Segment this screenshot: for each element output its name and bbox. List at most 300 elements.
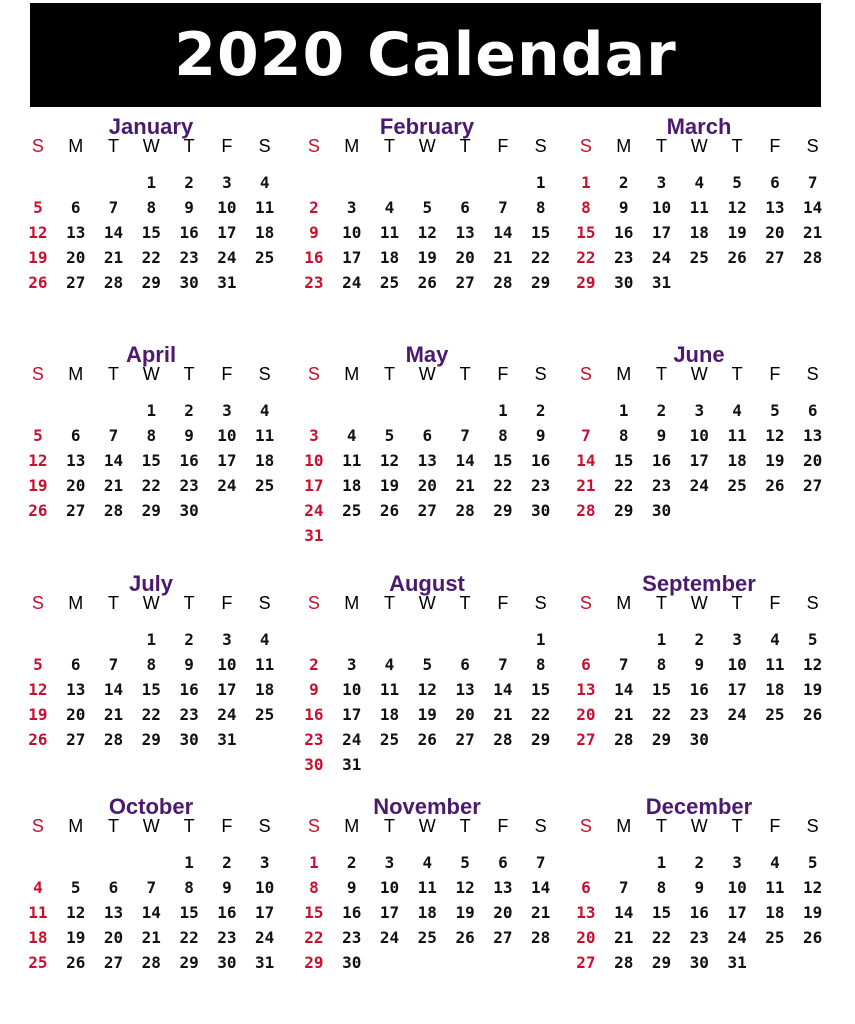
weekday-label: S — [31, 364, 44, 384]
empty-cell — [371, 401, 409, 420]
empty-cell — [95, 853, 133, 872]
empty-cell — [446, 173, 484, 192]
weekday-label: T — [459, 364, 471, 384]
weekday-label: T — [183, 816, 195, 836]
empty-cell — [567, 630, 605, 649]
weekday-label: S — [307, 136, 320, 156]
week-row — [567, 223, 832, 242]
month-name: March — [666, 114, 732, 139]
day-cell: 26 — [28, 273, 48, 292]
month-name: January — [108, 114, 194, 139]
day-cell: 1 — [535, 630, 546, 649]
day-cell: 11 — [765, 878, 785, 897]
day-cell: 5 — [732, 173, 742, 192]
week-row — [567, 680, 832, 699]
weekday-label: F — [221, 136, 233, 156]
empty-cell — [57, 853, 95, 872]
day-cell: 1 — [309, 853, 319, 872]
day-cell: 27 — [576, 730, 596, 749]
day-cell: 23 — [304, 273, 324, 292]
day-cell: 2 — [656, 401, 667, 420]
weekday-label: F — [769, 593, 781, 613]
day-cell: 16 — [531, 451, 551, 470]
weekday-label: W — [690, 593, 708, 613]
week-row — [19, 401, 284, 420]
weekday-label: T — [183, 593, 195, 613]
week-row — [567, 426, 832, 445]
day-cell: 8 — [618, 426, 629, 445]
day-cell: 7 — [108, 426, 119, 445]
day-cell: 23 — [179, 248, 199, 267]
week-row — [19, 705, 284, 724]
day-cell: 5 — [807, 853, 818, 872]
day-cell: 14 — [141, 903, 161, 922]
weekday-header — [567, 136, 832, 157]
day-cell: 13 — [66, 223, 86, 242]
week-row — [295, 198, 560, 217]
day-cell: 16 — [689, 903, 709, 922]
day-cell: 14 — [455, 451, 475, 470]
day-cell: 22 — [576, 248, 596, 267]
empty-cell — [57, 401, 95, 420]
weekday-label: F — [221, 364, 233, 384]
day-cell: 8 — [498, 426, 508, 445]
weekday-label: M — [344, 816, 360, 836]
day-cell: 30 — [304, 755, 324, 774]
day-cell: 30 — [531, 501, 551, 520]
week-row — [567, 198, 832, 217]
day-cell: 13 — [576, 680, 596, 699]
day-cell: 11 — [379, 680, 400, 699]
day-cell: 6 — [70, 655, 81, 674]
day-cell: 6 — [498, 853, 508, 872]
day-cell: 22 — [493, 476, 513, 495]
day-cell: 7 — [581, 426, 591, 445]
day-cell: 31 — [255, 953, 275, 972]
day-cell: 2 — [309, 198, 319, 217]
day-cell: 13 — [455, 223, 475, 242]
day-cell: 11 — [765, 655, 785, 674]
day-cell: 7 — [108, 655, 119, 674]
day-cell: 25 — [255, 248, 275, 267]
empty-cell — [19, 630, 57, 649]
day-cell: 9 — [309, 680, 319, 699]
weekday-label: W — [690, 816, 708, 836]
day-cell: 22 — [531, 705, 551, 724]
day-cell: 11 — [417, 878, 437, 897]
empty-cell — [484, 173, 522, 192]
day-cell: 15 — [141, 680, 161, 699]
weekday-header — [567, 364, 832, 385]
day-cell: 21 — [455, 476, 475, 495]
day-cell: 29 — [141, 501, 161, 520]
week-row — [295, 853, 560, 872]
empty-cell — [19, 173, 57, 192]
day-cell: 16 — [179, 451, 199, 470]
day-cell: 31 — [342, 755, 362, 774]
week-row — [567, 705, 832, 724]
day-cell: 17 — [255, 903, 275, 922]
day-cell: 14 — [803, 198, 823, 217]
day-cell: 11 — [255, 198, 275, 217]
weekday-label: T — [459, 593, 471, 613]
weekday-label: S — [534, 816, 547, 836]
day-cell: 20 — [576, 928, 596, 947]
day-cell: 11 — [342, 451, 362, 470]
day-cell: 22 — [141, 248, 161, 267]
day-cell: 11 — [28, 903, 48, 922]
day-cell: 22 — [304, 928, 324, 947]
day-cell: 2 — [694, 853, 705, 872]
day-cell: 20 — [455, 705, 475, 724]
day-cell: 9 — [535, 426, 546, 445]
weekday-label: M — [68, 136, 84, 156]
day-cell: 10 — [651, 198, 672, 217]
week-row — [567, 501, 832, 520]
day-cell: 10 — [727, 878, 747, 897]
weekday-label: W — [418, 816, 436, 836]
day-cell: 28 — [103, 273, 124, 292]
day-cell: 6 — [70, 198, 81, 217]
day-cell: 12 — [379, 451, 400, 470]
day-cell: 18 — [255, 451, 275, 470]
week-row — [19, 730, 284, 749]
empty-cell — [371, 173, 409, 192]
empty-cell — [718, 501, 756, 520]
day-cell: 19 — [455, 903, 475, 922]
day-cell: 12 — [28, 680, 48, 699]
day-cell: 25 — [379, 730, 400, 749]
empty-cell — [756, 953, 794, 972]
day-cell: 25 — [379, 273, 400, 292]
day-cell: 9 — [184, 655, 194, 674]
week-row — [295, 526, 560, 545]
weekday-label: S — [258, 136, 271, 156]
empty-cell — [605, 853, 643, 872]
day-cell: 21 — [803, 223, 823, 242]
day-cell: 4 — [694, 173, 705, 192]
weekday-label: T — [731, 136, 743, 156]
day-cell: 7 — [146, 878, 157, 897]
empty-cell — [246, 501, 284, 520]
day-cell: 28 — [455, 501, 475, 520]
weekday-label: M — [344, 593, 360, 613]
day-cell: 16 — [689, 680, 709, 699]
week-row — [567, 173, 832, 192]
week-row — [295, 680, 560, 699]
day-cell: 22 — [141, 705, 161, 724]
empty-cell — [446, 526, 484, 545]
weekday-label: W — [142, 816, 160, 836]
week-row — [295, 953, 560, 972]
month-name: June — [673, 342, 725, 367]
day-cell: 13 — [417, 451, 437, 470]
weekday-label: F — [497, 364, 509, 384]
empty-cell — [95, 630, 133, 649]
day-cell: 2 — [618, 173, 629, 192]
day-cell: 11 — [255, 426, 275, 445]
day-cell: 1 — [581, 173, 591, 192]
day-cell: 18 — [342, 476, 362, 495]
weekday-label: S — [307, 364, 320, 384]
weekday-label: T — [655, 816, 667, 836]
day-cell: 19 — [28, 476, 48, 495]
weekday-label: M — [616, 136, 632, 156]
day-cell: 23 — [179, 476, 199, 495]
empty-cell — [680, 273, 718, 292]
weekday-label: W — [418, 364, 436, 384]
day-cell: 29 — [304, 953, 324, 972]
day-cell: 2 — [222, 853, 232, 872]
day-cell: 28 — [614, 953, 634, 972]
day-cell: 4 — [732, 401, 742, 420]
title-banner — [30, 3, 821, 107]
day-cell: 28 — [614, 730, 634, 749]
week-row — [567, 853, 832, 872]
weekday-label: M — [68, 816, 84, 836]
day-cell: 3 — [732, 630, 742, 649]
day-cell: 15 — [179, 903, 199, 922]
day-cell: 18 — [765, 903, 785, 922]
weekday-label: W — [418, 593, 436, 613]
day-cell: 9 — [694, 655, 705, 674]
weekday-label: S — [307, 816, 320, 836]
empty-cell — [95, 173, 133, 192]
weekday-header — [295, 136, 560, 157]
day-cell: 16 — [342, 903, 362, 922]
empty-cell — [408, 173, 446, 192]
empty-cell — [484, 526, 522, 545]
weekday-label: F — [221, 593, 233, 613]
day-cell: 7 — [618, 878, 629, 897]
day-cell: 27 — [455, 730, 475, 749]
weekday-label: T — [459, 136, 471, 156]
weekday-label: T — [107, 816, 119, 836]
empty-cell — [446, 401, 484, 420]
day-cell: 12 — [28, 451, 48, 470]
weekday-label: W — [690, 136, 708, 156]
weekday-label: T — [655, 364, 667, 384]
weekday-label: T — [183, 364, 195, 384]
week-row — [295, 878, 560, 897]
day-cell: 13 — [576, 903, 596, 922]
week-row — [295, 903, 560, 922]
day-cell: 27 — [66, 730, 86, 749]
day-cell: 3 — [732, 853, 742, 872]
day-cell: 26 — [765, 476, 785, 495]
day-cell: 4 — [33, 878, 43, 897]
day-cell: 18 — [689, 223, 709, 242]
day-cell: 4 — [770, 630, 780, 649]
day-cell: 20 — [576, 705, 596, 724]
day-cell: 9 — [346, 878, 357, 897]
weekday-label: T — [383, 136, 395, 156]
day-cell: 1 — [535, 173, 546, 192]
day-cell: 24 — [379, 928, 400, 947]
weekday-label: W — [142, 364, 160, 384]
day-cell: 1 — [146, 630, 157, 649]
day-cell: 24 — [217, 705, 237, 724]
day-cell: 10 — [304, 451, 324, 470]
day-cell: 15 — [531, 223, 551, 242]
day-cell: 5 — [807, 630, 818, 649]
day-cell: 10 — [217, 655, 237, 674]
day-cell: 1 — [146, 401, 157, 420]
day-cell: 11 — [689, 198, 709, 217]
weekday-label: M — [344, 364, 360, 384]
day-cell: 6 — [422, 426, 433, 445]
day-cell: 29 — [179, 953, 199, 972]
day-cell: 9 — [184, 426, 194, 445]
weekday-label: F — [497, 816, 509, 836]
week-row — [295, 173, 560, 192]
day-cell: 3 — [222, 173, 232, 192]
weekday-label: T — [655, 593, 667, 613]
day-cell: 2 — [184, 173, 194, 192]
day-cell: 31 — [651, 273, 672, 292]
day-cell: 21 — [103, 476, 124, 495]
day-cell: 10 — [255, 878, 275, 897]
day-cell: 14 — [103, 223, 124, 242]
day-cell: 15 — [531, 680, 551, 699]
day-cell: 8 — [656, 655, 667, 674]
week-row — [19, 953, 284, 972]
day-cell: 21 — [493, 248, 513, 267]
week-row — [19, 853, 284, 872]
day-cell: 6 — [108, 878, 119, 897]
day-cell: 6 — [581, 878, 591, 897]
empty-cell — [333, 401, 371, 420]
day-cell: 19 — [417, 248, 437, 267]
day-cell: 10 — [379, 878, 400, 897]
day-cell: 15 — [304, 903, 324, 922]
empty-cell — [756, 273, 794, 292]
empty-cell — [446, 755, 484, 774]
empty-cell — [57, 630, 95, 649]
day-cell: 4 — [422, 853, 433, 872]
day-cell: 2 — [535, 401, 546, 420]
week-row — [295, 451, 560, 470]
week-row — [295, 426, 560, 445]
day-cell: 2 — [184, 630, 194, 649]
day-cell: 29 — [576, 273, 596, 292]
empty-cell — [295, 401, 333, 420]
day-cell: 11 — [379, 223, 400, 242]
weekday-label: F — [769, 816, 781, 836]
day-cell: 28 — [103, 730, 124, 749]
day-cell: 20 — [66, 476, 86, 495]
day-cell: 8 — [309, 878, 319, 897]
day-cell: 23 — [689, 705, 709, 724]
week-row — [19, 501, 284, 520]
day-cell: 6 — [581, 655, 591, 674]
day-cell: 20 — [103, 928, 124, 947]
week-row — [567, 878, 832, 897]
day-cell: 29 — [651, 730, 672, 749]
day-cell: 19 — [28, 248, 48, 267]
day-cell: 24 — [255, 928, 275, 947]
day-cell: 31 — [727, 953, 747, 972]
day-cell: 17 — [217, 223, 237, 242]
weekday-label: S — [806, 364, 819, 384]
day-cell: 24 — [217, 248, 237, 267]
day-cell: 19 — [727, 223, 747, 242]
day-cell: 20 — [803, 451, 823, 470]
day-cell: 7 — [108, 198, 119, 217]
day-cell: 21 — [614, 928, 634, 947]
week-row — [19, 198, 284, 217]
weekday-label: W — [690, 364, 708, 384]
empty-cell — [794, 953, 832, 972]
day-cell: 12 — [417, 223, 437, 242]
month-name: December — [645, 794, 753, 819]
day-cell: 8 — [146, 655, 157, 674]
week-row — [567, 476, 832, 495]
day-cell: 3 — [384, 853, 395, 872]
weekday-header — [295, 816, 560, 837]
day-cell: 18 — [379, 248, 400, 267]
day-cell: 3 — [222, 401, 232, 420]
weekday-label: F — [221, 816, 233, 836]
weekday-header — [567, 816, 832, 837]
day-cell: 7 — [807, 173, 818, 192]
empty-cell — [208, 501, 246, 520]
day-cell: 13 — [455, 680, 475, 699]
month-name: April — [125, 342, 177, 367]
day-cell: 18 — [727, 451, 747, 470]
day-cell: 21 — [141, 928, 161, 947]
day-cell: 16 — [651, 451, 672, 470]
weekday-label: F — [769, 136, 781, 156]
day-cell: 27 — [803, 476, 823, 495]
day-cell: 27 — [576, 953, 596, 972]
day-cell: 18 — [379, 705, 400, 724]
empty-cell — [756, 501, 794, 520]
empty-cell — [522, 755, 560, 774]
day-cell: 12 — [28, 223, 48, 242]
day-cell: 5 — [460, 853, 470, 872]
day-cell: 27 — [455, 273, 475, 292]
week-row — [295, 223, 560, 242]
day-cell: 13 — [803, 426, 823, 445]
day-cell: 17 — [342, 248, 362, 267]
empty-cell — [371, 630, 409, 649]
day-cell: 26 — [455, 928, 475, 947]
day-cell: 15 — [651, 903, 672, 922]
day-cell: 25 — [727, 476, 747, 495]
weekday-label: M — [616, 364, 632, 384]
week-row — [567, 401, 832, 420]
week-row — [295, 928, 560, 947]
day-cell: 29 — [531, 730, 551, 749]
day-cell: 14 — [576, 451, 596, 470]
day-cell: 23 — [689, 928, 709, 947]
week-row — [19, 248, 284, 267]
day-cell: 17 — [379, 903, 400, 922]
empty-cell — [567, 853, 605, 872]
day-cell: 12 — [455, 878, 475, 897]
day-cell: 7 — [618, 655, 629, 674]
empty-cell — [408, 526, 446, 545]
day-cell: 30 — [689, 953, 709, 972]
day-cell: 3 — [694, 401, 705, 420]
day-cell: 20 — [417, 476, 437, 495]
day-cell: 1 — [656, 630, 667, 649]
empty-cell — [246, 730, 284, 749]
week-row — [567, 630, 832, 649]
empty-cell — [718, 273, 756, 292]
day-cell: 14 — [531, 878, 551, 897]
